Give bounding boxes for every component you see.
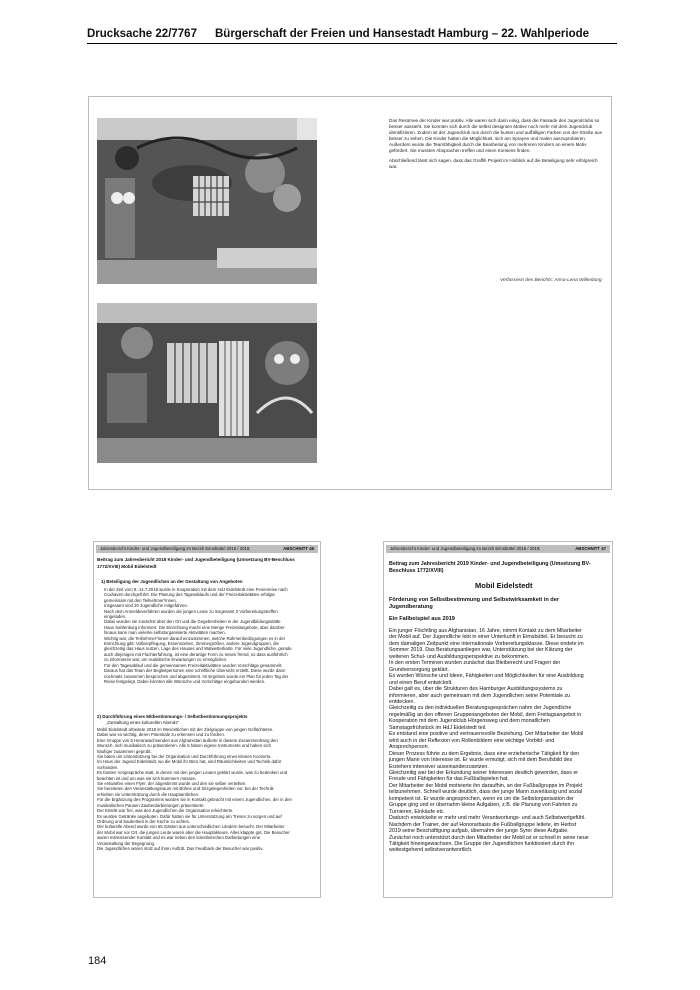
text-line: Kooperation mit dem Jugendclub Hörgensweg und dem monatlichen [389,718,550,725]
text-line: der Mobil war vor Ort, die jungen Leute waren aber die Hauptakteure. Alles klappte gut. Die Besucher [97,829,290,835]
text-line: Dabei galt es, über die Strukturen des Hamburger Ausbildungssystems zu [389,686,563,693]
right-report-subheading-2: Jugendberatung [389,604,433,610]
text-line: Sie baten um Unterstützung bei der Organisation und Durchführung eines kleinen Konzerts. [97,754,272,760]
left-report-title-1: Beitrag zum Jahresbericht 2018 Kinder- und Jugendbeteiligung (Umsetzung BV-Beschluss [97,557,295,562]
right-report-heading: Mobil Eidelstedt [475,581,533,590]
right-section-band [386,545,610,553]
text-line: Insgesamt sind 20 Jugendliche mitgefahren. [104,603,189,609]
graffiti-photo-2 [97,303,317,463]
band-title: Jahresbericht Kinder- und Jugendbeteiligung im Bezirk Eimsbüttel 2018 / 2019; [390,546,541,551]
graffiti-photo-1-image [97,118,317,284]
text-line: Sommer 2019. Das Beratungsanliegen war, Unterstützung bei der Klärung der [389,647,573,654]
text-line: informieren, aber auch gemeinsam mit dem Jugendlichen seine Potentiale zu [389,692,571,699]
report-author-credit: Verfasserin des Berichts: Anna-Lena Willenborg [500,278,602,283]
text-line: Veranstaltung der Begegnung. [97,840,156,846]
text-line: Samstagsfrühstück im HdJ Eidelstedt teil. [389,724,487,731]
text-line: teilzunehmen. Schnell wurde deutlich, dass der junge Mann zuverlässig und sozial [389,789,583,796]
text-line: Freude und Fähigkeiten für das Fußballspielen hat. [389,776,509,783]
text-line: Sie bereiteten den Veranstaltungsraum mit Bühne und Sitzgelegenheiten vor, bei der Technik [97,786,274,792]
text-line: Grundversorgung geklärt. [389,666,450,673]
text-line: und einen Beruf entwickelt. [389,679,453,686]
text-line: hinaus kann man vielerlei selbstorganisierte Aktivitäten machen. [104,630,226,636]
left-section-1-heading: 1) Beteiligung der Jugendlichen an der Gestaltung von Angeboten [101,579,243,584]
text-line: beachten ist und um was sie sich kümmern müssen. [97,775,197,781]
right-report-title-1: Beitrag zum Jahresbericht 2019 Kinder- und Jugendbeteiligung (Umsetzung BV- [389,561,591,567]
text-line: gemeinsam mit den Teilnehmer*innen. [104,597,178,603]
band-title: Jahresbericht Kinder- und Jugendbeteiligung im Bezirk Eimsbüttel 2018 / 2019; [100,546,251,551]
report-paragraph: Das Resümee der Kinder war positiv. Alle waren sich darin einig, dass die Fassade des Jugendclubs so besser aussieht. Sie konnten sich durch die selbst designten Motive noch mehr mit dem Jugendclub identifizieren. Zudem ist der Jugendclub nun durch die bunten und auffälligen Farben von der Straße aus besser zu sehen. Die Kinder hatten die Möglichkeit, sich am Sprayen und malen auszuprobieren. Außerdem wurde die Teamfähigkeit durch die Bearbeitung von mehreren Kindern an einem Motiv gefördert. Sie mussten Absprachen treffen und einen Konsens finden. [389,118,602,154]
text-line: Eine Gruppe von 5 Heranwachsenden aus Afghanistan äußerte in diesem Zusammenhang den [97,737,278,743]
left-section-band [96,545,318,553]
text-line: wird auch in der Reflexion von Rollenbildern eine wichtige Vorbild- und [389,737,555,744]
text-line: nochmals zusammen besprochen und abgestimmt. Im Ergebnis wurde ein Plan für jeden Tag der [104,673,289,679]
text-line: Ansprechperson. [389,744,430,751]
text-line: Turnieren, Einkäufe etc. [389,808,446,815]
text-line: Dabei wurden sie zunächst über den Ort und die Gegebenheiten in der Jugendbildungsstätte [104,619,281,625]
text-line: 2019 seine Beschäftigung aufgab, übernahm der junge Syrer diese Aufgabe. [389,828,569,835]
text-line: Dadurch entwickelte er mehr und mehr Verantwortungs- und auch Selbstwertgefühl. [389,815,586,822]
drucksache-number: Drucksache 22/7767 [87,28,197,40]
text-line: eingeladen. [104,614,127,620]
text-line: Sie entwarfen einen Flyer, der abgestimmt wurde und den sie selber verteilten. [97,781,247,787]
text-line: jungen Mann von Interesse ist. Er wurde ermutigt, sich mit dem Berufsbild des [389,757,573,764]
left-report-title-2: 1772/XVIII) Mobil Eidelstedt [97,564,157,569]
right-report-subheading-1: Förderung von Selbstbestimmung und Selbstwirksamkeit in der [389,597,560,603]
header-rule [87,43,617,44]
text-line: Es wurden Getränke angeboten. Dafür hatten sie für Unterstützung am Tresen zu sorgen und auf [97,813,282,819]
text-line: vorhanden. [97,764,119,770]
text-line: Mobil Eidelstedt arbeitete 2018 im Wesentlichen mit der Zielgruppe von jungen Geflüchteten. [97,727,274,732]
text-line: Wichtig war, die Teilnehmer*innen darauf einzustimmen, welche Rahmenbedingungen es in der [104,635,286,641]
text-line: Es fanden Vorgespräche statt, in denen mit den jungen Leuten geklärt wurde, was zu bedenken und [97,770,288,776]
text-line: Gleichzeitig zu den individuellen Beratungsgesprächen nahm der Jugendliche [389,705,572,712]
band-section: ABSCHNITT 46 [283,546,314,551]
text-line: In den ersten Terminen wurden zunächst das Bleiberecht und Fragen der [389,660,561,667]
text-line: Erziehers intensiver auseinanderzusetzen. [389,763,489,770]
text-line: häufiger zusammen geprobt. [97,748,152,754]
text-line: kompetent ist. Er wurde angesprochen, wenn es um die Selbstorganisation der [389,795,574,802]
text-line: Reise festgelegt. Dabei konnten alle Wünsche und Vorschläge eingebunden werden. [104,678,266,684]
text-line: weiteren Schul- und Ausbildungsperspektive zu bekommen. [389,653,530,660]
parliament-title: Bürgerschaft der Freien und Hansestadt Hamburg – 22. Wahlperiode [215,28,590,40]
text-line: Im Haus der Jugend Eidelstedt, wo die Mobil ihr Büro hat, sind Räumlichkeiten und Technik dafür [97,759,282,765]
text-line: Dabei war es wichtig, deren Potentiale zu erkennen und zu fördern. [97,732,226,738]
text-line: regelmäßig an den offenen Gruppenangeboten der Mobil, dem Freitagsangebot in [389,711,582,718]
left-section-2-subheading: „Gestaltung eines kulturellen Abends“ [106,720,179,725]
text-line: Der kulturelle Abend wurde von 65 Gästen aus unterschiedlichen Ländern besucht. Der Mitarbeiter [97,824,285,830]
text-line: der Mobil auf. Der Jugendliche lebt in einer Unterkunft in Eimsbüttel. Er besucht zu [389,634,583,641]
text-line: Zunächst noch unterstützt durch den Mitarbeiter der Mobil ist er schnell in seine neue [389,834,589,841]
text-line: Es wurden Wünsche und Ideen, Fähigkeiten und Möglichkeiten für eine Ausbildung [389,673,584,680]
left-section-2-text [97,727,317,851]
text-line: Für den Tagesablauf und die gemeinsamen Freizeitaktivitäten wurden Vorschläge gesammelt. [104,662,283,668]
text-line: dem damaligen Zeitpunkt eine internationale Vorbereitungsklasse. Diese endete im [389,640,584,647]
text-line: Daraus hat das Team der Begleitpersonen eine schriftliche Übersicht erstellt. Diese wurde dann [104,668,286,674]
text-line: erhielten sie Unterstützung durch die Hauptamtlichen. [97,791,200,797]
graffiti-photo-1 [97,118,317,284]
band-section: ABSCHNITT 47 [575,546,606,551]
page-number: 184 [88,955,107,967]
text-line: Haus Sahlenburg informiert. Die Einrichtung macht eine Menge Freizeitangebote, aber darüber [104,624,285,630]
text-line: Tätigkeit hineingewachsen. Die Gruppe der Jugendlichen funktioniert durch ihn [389,840,574,847]
case-study-heading: Ein Fallbeispiel aus 2019 [389,616,455,622]
text-line: musikalischen Pausen Zauberdarbietungen präsentierte. [97,802,205,808]
text-line: Einrichtung gibt: Vollverpflegung, Essenszeiten, Zimmergrößen, andere Jugendgruppen, die [104,641,279,647]
text-line: Der Eintritt war frei, was den Jugendlichen die Organisation erleichterte. [97,808,234,814]
text-line: weitestgehend selbstverantwortlich. [389,847,473,854]
text-line: zu informieren war, um realistische Erwartungen zu ermöglichen. [104,657,228,663]
text-line: In der Zeit vom 9.-14.7.2018 wurde in Kooperation mit dem HdJ Eidelstedt eine Ferienreise nach [104,587,288,592]
text-line: Dieser Prozess führte zu dem Ergebnis, dass eine erzieherische Tätigkeit für den [389,750,580,757]
text-line: Ordnung und Sauberkeit in der Küche zu achten. [97,818,191,824]
text-line: entdecken. [389,698,415,705]
text-line: Nachdem der Trainer, der auf Honorarbasis die Fußballgruppe leitete, im Herbst [389,821,577,828]
text-line: Gruppe ging und er übernahm kleine Aufgaben, z.B. die Planung von Fahrten zu [389,802,578,809]
text-line: Der Mitarbeiter der Mobil motivierte ihn daraufhin, an der Fußballgruppe im Projekt [389,782,583,789]
text-line: gleichzeitig das Haus nutzen, Lage des Hauses und Watwetterkarte. Für viele Jugendliche, gerade [104,646,292,652]
graffiti-photo-2-image [97,303,317,463]
top-report-text [389,118,604,173]
text-line: Cuxhaven durchgeführt. Die Planung des Tagesablaufs und der Freizeitaktivitäten erfolgte [104,592,275,598]
text-line: Es entstand eine positive und vertrauensvolle Beziehung. Der Mitarbeiter der Mobil [389,731,584,738]
text-line: Ein junger Flüchtling aus Afghanistan, 16 Jahre, nimmt Kontakt zu dem Mitarbeiter [389,628,582,634]
text-line: Für die Ergänzung des Programms wurden sie in Kontakt gebracht mit einem Jugendlichen, der in den [97,797,292,803]
text-line: Wunsch, sich musikalisch zu präsentieren. Alle 5 haben eigene Instrumente und haben sich [97,743,272,749]
text-line: Die Jugendlichen waren stolz auf ihren Auftritt. Das Feedback der Besucher war positiv. [97,845,264,851]
text-line: waren mitreissender Kontakt und es war neben den künstlerischen Darbietungen eine [97,835,261,841]
left-section-2-heading: 2) Durchführung eines Mitbestimmungs- / Selbstbestimmungsprojekts [97,714,248,719]
left-section-1-text [104,587,317,684]
text-line: Nach dem Anmeldeverfahren wurden die jungen Leute zu insgesamt 3 Vorbereitungstreffen [104,608,278,614]
text-line: Gleichzeitig war bei der Erkundung seiner Interessen deutlich geworden, dass er [389,769,579,776]
text-line: auch diejenigen mit Fluchterfahrung, ist eine derartige Form zu reisen fremd, so dass ausführlich [104,651,288,657]
report-paragraph: Abschließend lässt sich sagen, dass das Graffiti Projekt im Hinblick auf die Beteiligung sehr erfolgreich war. [389,157,598,169]
right-report-text [389,628,607,854]
right-report-title-2: Beschluss 1772/XVIII) [389,568,444,574]
